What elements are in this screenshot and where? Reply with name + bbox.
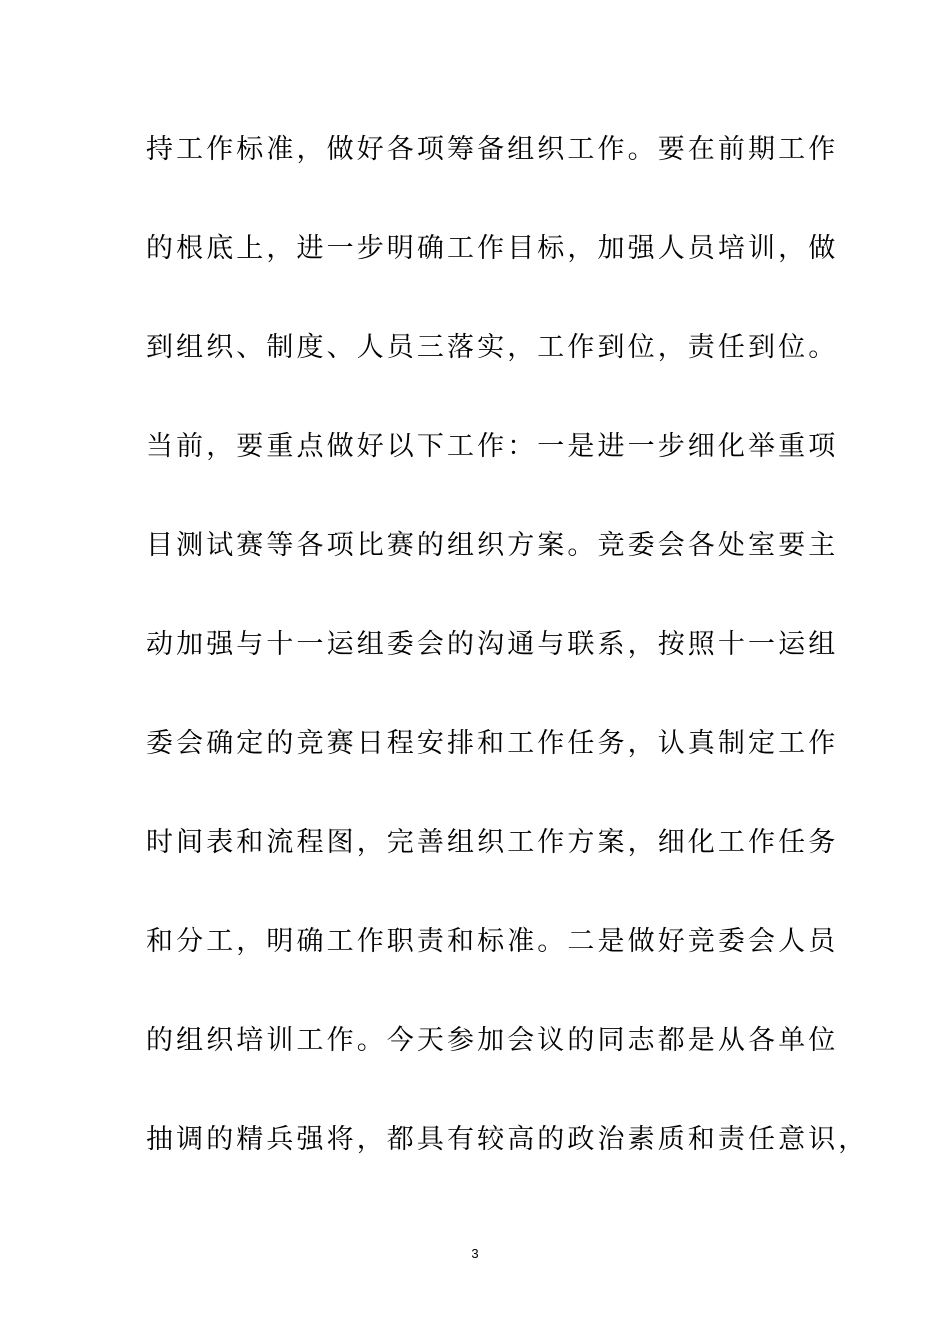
page-number: 3 [471, 1246, 479, 1261]
body-text-line: 抽调的精兵强将，都具有较高的政治素质和责任意识， [146, 1124, 869, 1155]
body-text-line: 委会确定的竞赛日程安排和工作任务，认真制定工作 [146, 728, 839, 759]
body-text-line: 持工作标准，做好各项筹备组织工作。要在前期工作 [146, 134, 839, 165]
body-text-line: 当前，要重点做好以下工作：一是进一步细化举重项 [146, 431, 839, 462]
body-text-line: 和分工，明确工作职责和标准。二是做好竞委会人员 [146, 926, 839, 957]
body-text-line: 动加强与十一运组委会的沟通与联系，按照十一运组 [146, 629, 839, 660]
body-text-line: 到组织、制度、人员三落实，工作到位，责任到位。 [146, 332, 839, 363]
body-text-line: 目测试赛等各项比赛的组织方案。竞委会各处室要主 [146, 530, 839, 561]
body-text-line: 的组织培训工作。今天参加会议的同志都是从各单位 [146, 1025, 839, 1056]
body-text-line: 的根底上，进一步明确工作目标，加强人员培训，做 [146, 233, 839, 264]
body-text-line: 时间表和流程图，完善组织工作方案，细化工作任务 [146, 827, 839, 858]
